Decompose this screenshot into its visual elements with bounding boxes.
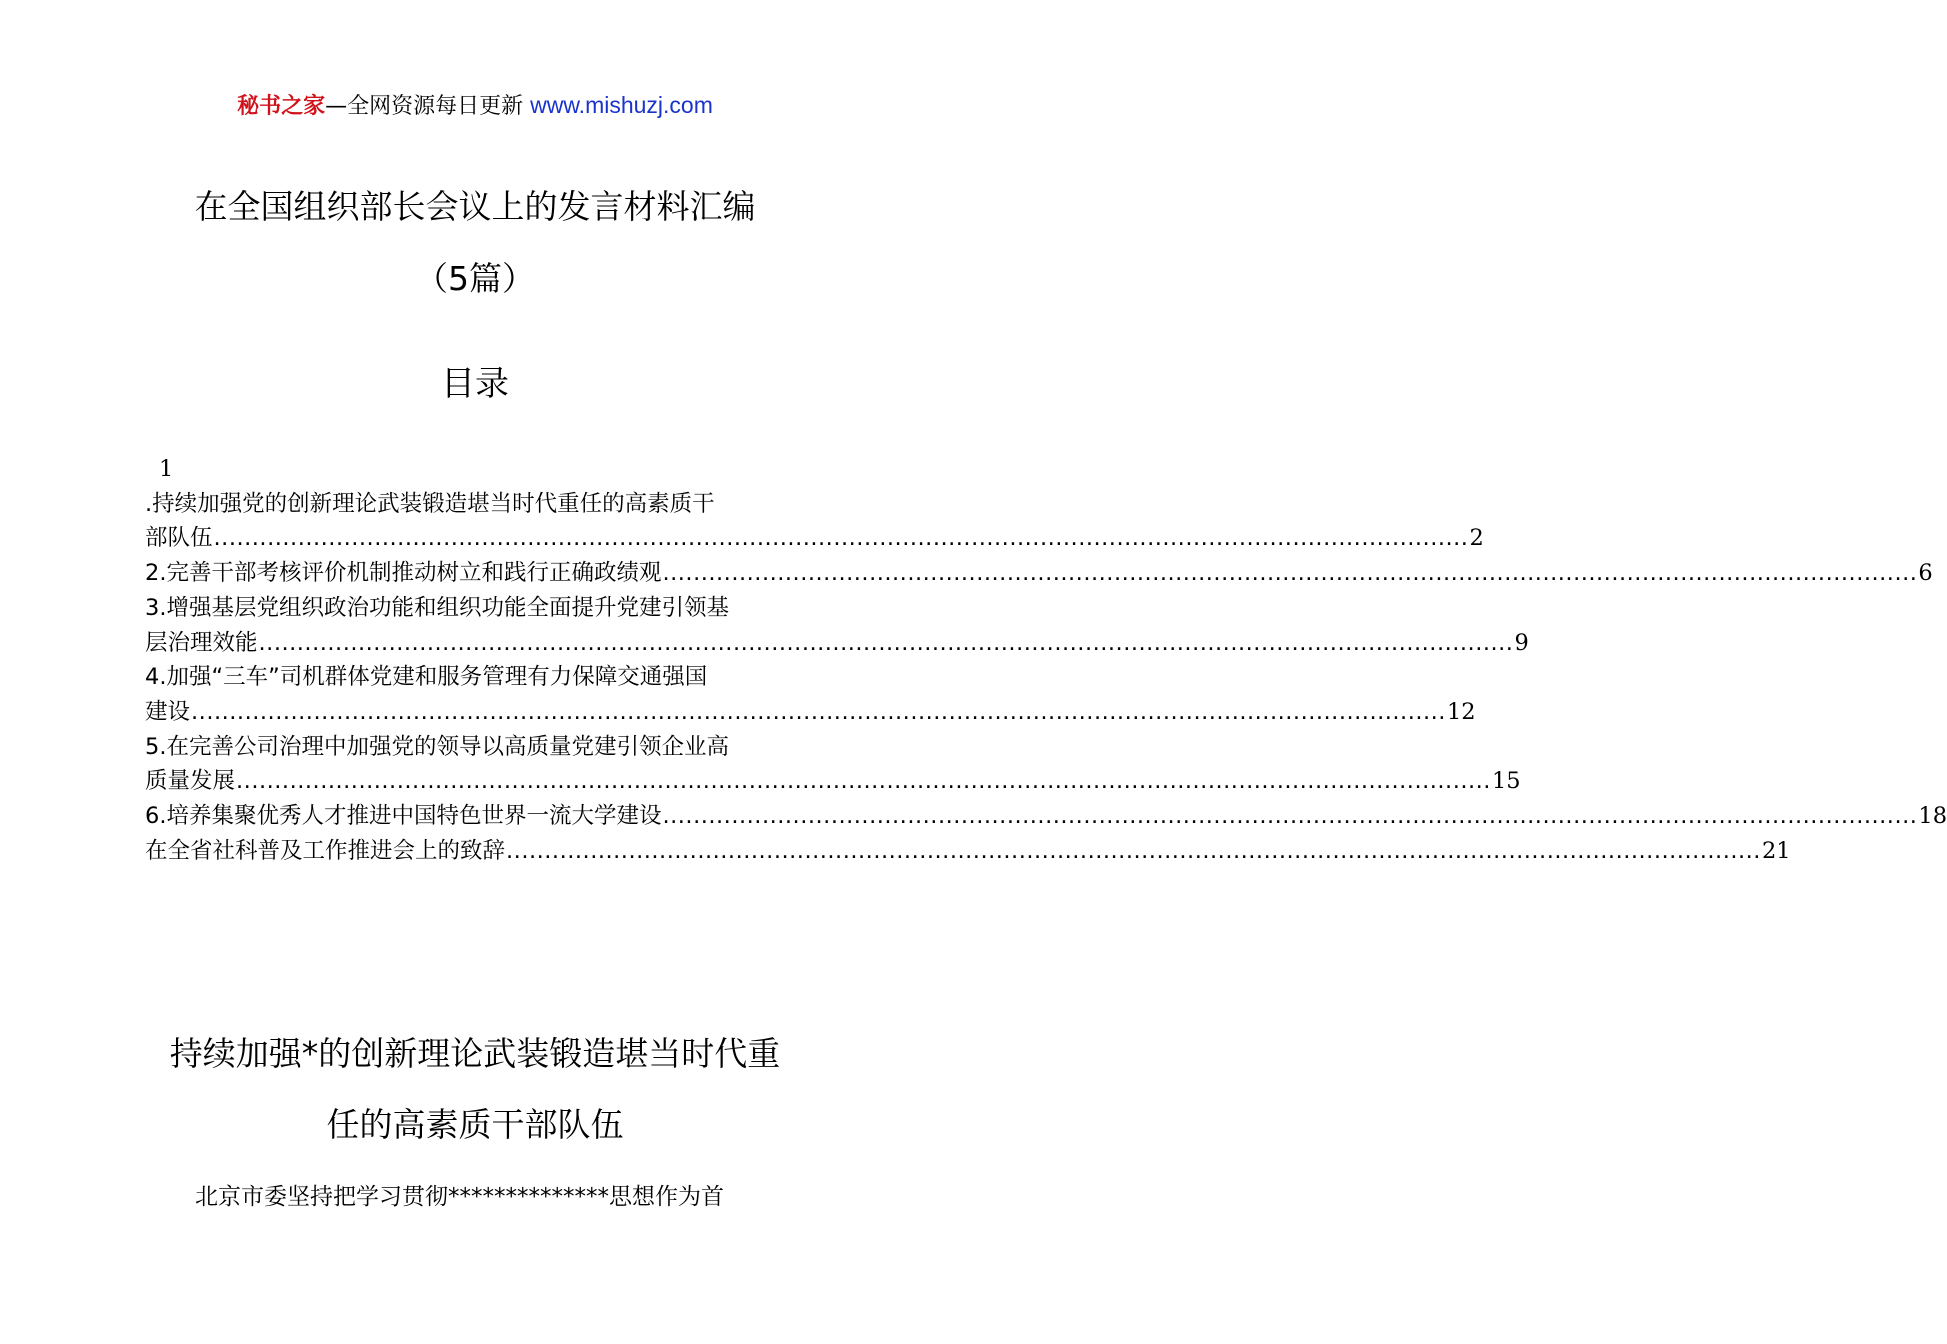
- dot-leader: ....................................................................................................................................................................: [258, 629, 1514, 656]
- site-header: [0, 90, 950, 122]
- toc-entry-text: 6.培养集聚优秀人才推进中国特色世界一流大学建设: [145, 803, 662, 830]
- dot-leader: ....................................................................................................................................................................: [662, 560, 1918, 587]
- dot-leader: ....................................................................................................................................................................: [506, 837, 1761, 864]
- toc-entry-text: .持续加强党的创新理论武装锻造堪当时代重任的高素质干: [145, 490, 715, 517]
- toc-entry-text: 层治理效能: [145, 629, 258, 656]
- toc-entry-text: 4.加强“三车”司机群体党建和服务管理有力保障交通强国: [145, 664, 708, 691]
- toc-entry-number: 1: [159, 456, 174, 482]
- section-title: [0, 1018, 950, 1160]
- toc-page-number: 18: [1918, 803, 1947, 830]
- toc-entry-text: 2.完善干部考核评价机制推动树立和践行正确政绩观: [145, 560, 662, 587]
- table-of-contents: [145, 452, 1947, 868]
- dot-leader: ....................................................................................................................................................................: [213, 525, 1469, 552]
- toc-entry-text: 在全省社科普及工作推进会上的致辞: [145, 837, 506, 864]
- toc-entry-text: 部队伍: [145, 525, 213, 552]
- toc-entry-text: 5.在完善公司治理中加强党的领导以高质量党建引领企业高: [145, 733, 729, 760]
- toc-page-number: 12: [1446, 698, 1476, 725]
- toc-heading: 目录: [441, 364, 509, 404]
- toc-entry-text: 质量发展: [145, 768, 236, 795]
- toc-entry-text: 建设: [145, 698, 191, 725]
- section-title-line: 任的高素质干部队伍: [326, 1105, 624, 1144]
- toc-entry[interactable]: [145, 799, 1947, 834]
- toc-entry[interactable]: [145, 660, 1476, 729]
- section-title-line: 持续加强*的创新理论武装锻造堪当时代重: [169, 1034, 781, 1073]
- toc-entry[interactable]: [145, 591, 1529, 660]
- body-paragraph: 北京市委坚持把学习贯彻**************思想作为首: [195, 1184, 724, 1210]
- dot-leader: ....................................................................................................................................................................: [236, 768, 1491, 795]
- dot-leader: ....................................................................................................................................................................: [662, 803, 1918, 830]
- toc-entry[interactable]: [145, 556, 1933, 591]
- toc-page-number: 2: [1469, 525, 1484, 552]
- header-tagline: —全网资源每日更新: [325, 94, 531, 119]
- toc-entry[interactable]: [145, 834, 1791, 869]
- document-subtitle: （5篇）: [415, 259, 535, 298]
- site-url-link[interactable]: www.mishuzj.com: [530, 92, 713, 118]
- toc-entry[interactable]: [145, 487, 1484, 556]
- toc-page-number: 9: [1514, 629, 1529, 656]
- document-title: 在全国组织部长会议上的发言材料汇编: [194, 187, 756, 226]
- toc-entry[interactable]: [145, 730, 1521, 799]
- toc-page-number: 21: [1761, 837, 1791, 864]
- toc-page-number: 6: [1918, 560, 1933, 587]
- brand-name: 秘书之家: [237, 94, 326, 119]
- toc-entry-text: 3.增强基层党组织政治功能和组织功能全面提升党建引领基: [145, 594, 729, 621]
- dot-leader: ....................................................................................................................................................................: [191, 698, 1446, 725]
- toc-page-number: 15: [1491, 768, 1521, 795]
